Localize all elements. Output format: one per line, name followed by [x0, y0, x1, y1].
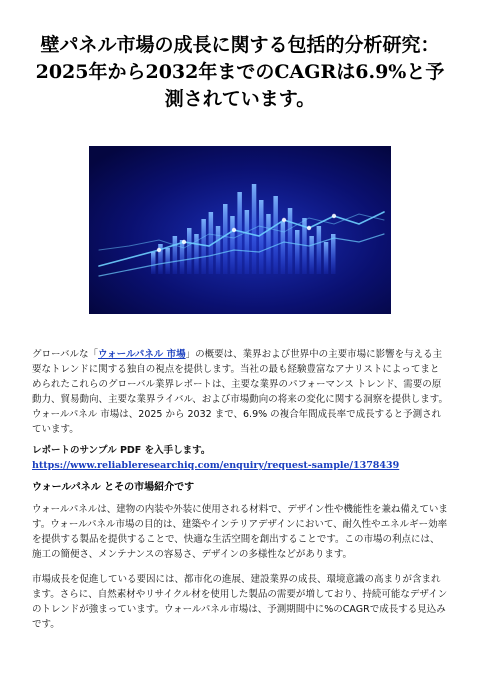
growth-paragraph: 市場成長を促進している要因には、都市化の進展、建設業界の成長、環境意識の高まりが含まれます。さらに、自然素材やリサイクル材を使用した製品の需要が増しており、持続可能なデザインのトレンドが強まっています。ウォールパネル市場は、予測期間中に%のCAGRで成長する見込みです。 — [32, 574, 448, 630]
decorative-dot — [332, 214, 336, 218]
decorative-dot — [307, 226, 311, 230]
decorative-bar — [266, 214, 271, 274]
decorative-bar — [281, 222, 286, 274]
sample-label: レポートのサンプル PDF を入手します。 — [32, 445, 211, 456]
decorative-bar — [187, 228, 192, 274]
decorative-dot — [182, 240, 186, 244]
decorative-bar — [165, 248, 170, 274]
decorative-bar — [237, 192, 242, 274]
decorative-bar — [201, 219, 206, 274]
decorative-bar — [180, 240, 185, 274]
decorative-bar — [216, 226, 221, 274]
decorative-bar — [331, 234, 336, 274]
section-heading: ウォールパネル とその市場紹介です — [32, 482, 195, 493]
decorative-dot — [157, 248, 161, 252]
decorative-dot — [232, 228, 236, 232]
description-paragraph: ウォールパネルは、建物の内装や外装に使用される材料で、デザイン性や機能性を兼ね備えています。ウォールパネル市場の目的は、建築やインテリアデザインにおいて、耐久性やエネルギー効率を提供する製品を提供することで、快適な生活空間を創出することです。この市場の利点には、施工の簡便さ、メンテナンスの容易さ、デザインの多様性などがあります。 — [32, 504, 448, 560]
decorative-bar — [173, 236, 178, 274]
decorative-bar — [317, 226, 322, 274]
decorative-bar — [151, 252, 156, 274]
decorative-dot — [282, 218, 286, 222]
page-title: 壁パネル市場の成長に関する包括的分析研究：2025年から2032年までのCAGRは6.9%と予測されています。 — [35, 34, 445, 110]
decorative-bar — [295, 230, 300, 274]
decorative-bar — [223, 204, 228, 274]
decorative-bar — [259, 200, 264, 274]
decorative-bar — [245, 210, 250, 274]
intro-paragraph: グローバルな「ウォールパネル 市場」の概要は、業界および世界中の主要市場に影響を与える主要なトレンドに関する独自の視点を提供します。当社の最も経験豊富なアナリストによってまとめられたこれらのグローバル業界レポートは、主要な業界のパフォーマンス トレンド、需要の原動力、貿易動向、主要な業界ライバル、および市場動向の将来の変化に関する洞察を提供します。ウォールパネル 市場は、2025 から 2032 まで、6.9% の複合年間成長率で成長すると予測されています。 — [32, 349, 449, 435]
decorative-bar — [309, 236, 314, 274]
market-chart-image — [89, 146, 391, 314]
market-link[interactable]: ウォールパネル 市場 — [98, 349, 186, 360]
decorative-bar — [324, 242, 329, 274]
decorative-bar — [230, 216, 235, 274]
decorative-bar — [273, 196, 278, 274]
decorative-bar — [288, 208, 293, 274]
sample-request — [32, 443, 448, 473]
sample-url-link[interactable]: https://www.reliableresearchiq.com/enquiry/request-sample/1378439 — [32, 460, 400, 471]
